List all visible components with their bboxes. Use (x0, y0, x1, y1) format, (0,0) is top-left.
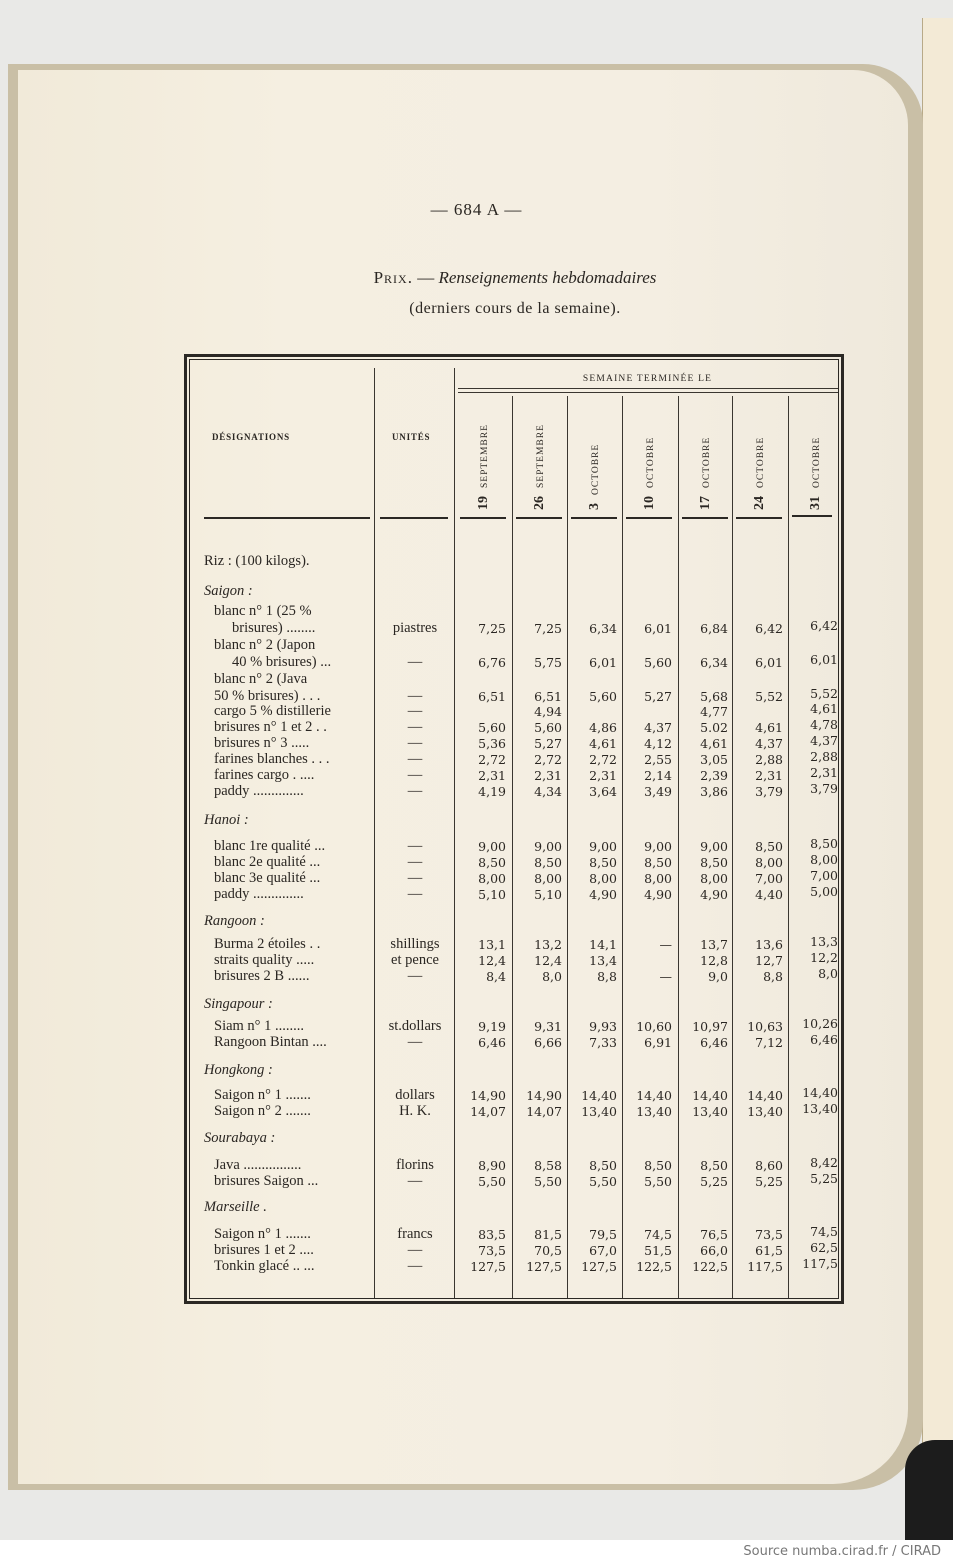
price-cell: 6,66 (534, 1035, 562, 1050)
date-month: OCTOBRE (811, 436, 822, 488)
price-cell: 8,90 (478, 1158, 506, 1173)
price-cell: 13,40 (802, 1101, 838, 1116)
price-cell: 61,5 (755, 1243, 783, 1258)
price-cell: 5,36 (478, 736, 506, 751)
price-cell: 127,5 (526, 1259, 562, 1274)
price-cell: 6,46 (810, 1032, 838, 1047)
price-cell: 8,00 (810, 852, 838, 867)
price-cell: 8,00 (589, 871, 617, 886)
unit-cell: H. K. (399, 1103, 431, 1119)
header-unites: UNITÉS (392, 432, 431, 442)
price-cell: 9,0 (708, 969, 728, 984)
price-cell: 4,78 (810, 717, 838, 732)
price-cell: 5,10 (534, 887, 562, 902)
price-cell: 9,00 (700, 839, 728, 854)
price-cell: 83,5 (478, 1227, 506, 1242)
date-header-2 (512, 400, 567, 510)
table-row (0, 968, 953, 985)
unit-cell: florins (396, 1157, 434, 1173)
date-month: OCTOBRE (755, 436, 766, 488)
price-cell: 5,25 (755, 1174, 783, 1189)
title-prefix: Prix. (373, 268, 413, 287)
price-cell: 8,50 (534, 855, 562, 870)
price-cell: 10,97 (692, 1019, 728, 1034)
price-cell: 6,34 (700, 655, 728, 670)
unit-cell: — (407, 886, 423, 902)
header-rule (458, 388, 838, 393)
price-cell: 74,5 (810, 1224, 838, 1239)
date-day: 26 (531, 496, 547, 510)
price-cell: 51,5 (644, 1243, 672, 1258)
price-cell: 14,90 (470, 1088, 506, 1103)
price-cell: 74,5 (644, 1227, 672, 1242)
designation-cell: blanc n° 2 (Java (214, 671, 308, 687)
price-cell: 8,58 (534, 1158, 562, 1173)
date-header-7 (788, 400, 843, 510)
price-cell: 2,31 (755, 768, 783, 783)
unit-cell: — (407, 688, 423, 704)
unit-cell: — (407, 854, 423, 870)
price-cell: 2,88 (810, 749, 838, 764)
price-cell: 9,93 (589, 1019, 617, 1034)
designation-cell: brisures 2 B ...... (214, 968, 310, 984)
price-cell: 8,50 (644, 1158, 672, 1173)
header-underline (626, 517, 672, 519)
table-row (0, 1034, 953, 1051)
unit-cell: — (407, 1242, 423, 1258)
designation-cell: Saigon n° 2 ....... (214, 1103, 311, 1119)
price-cell: 13,40 (636, 1104, 672, 1119)
price-cell: 13,2 (534, 937, 562, 952)
price-cell: 7,33 (589, 1035, 617, 1050)
section-heading-row (0, 553, 953, 570)
designation-cell: Marseille . (204, 1199, 267, 1215)
price-cell: 4,90 (700, 887, 728, 902)
price-cell: 5,60 (534, 720, 562, 735)
price-cell: 6,84 (700, 621, 728, 636)
price-cell: 2,72 (589, 752, 617, 767)
price-cell: 127,5 (581, 1259, 617, 1274)
price-cell: 117,5 (802, 1256, 838, 1271)
price-cell: 4,37 (810, 733, 838, 748)
designation-cell: paddy .............. (214, 783, 304, 799)
price-cell: 5,10 (478, 887, 506, 902)
price-cell: 8,0 (542, 969, 562, 984)
price-cell: 2,31 (534, 768, 562, 783)
price-cell: 14,07 (526, 1104, 562, 1119)
price-cell: 7,25 (534, 621, 562, 636)
price-cell: 7,00 (810, 868, 838, 883)
designation-cell: Riz : (100 kilogs). (204, 553, 310, 569)
table-row (0, 654, 953, 671)
price-cell: 8,50 (810, 836, 838, 851)
date-day: 24 (751, 496, 767, 510)
header-underline (460, 517, 506, 519)
header-underline (516, 517, 562, 519)
date-day: 3 (586, 503, 602, 510)
date-day: 19 (475, 496, 491, 510)
source-bar (0, 1540, 953, 1566)
designation-cell: Siam n° 1 ........ (214, 1018, 304, 1034)
unit-cell: et pence (391, 952, 439, 968)
price-cell: 66,0 (700, 1243, 728, 1258)
price-cell: 5,50 (644, 1174, 672, 1189)
price-cell: 5,50 (534, 1174, 562, 1189)
table-row (0, 620, 953, 637)
price-cell: 2,88 (755, 752, 783, 767)
date-day: 10 (641, 496, 657, 510)
price-cell: 4,61 (589, 736, 617, 751)
group-heading-row (0, 583, 953, 600)
price-cell: 4,37 (755, 736, 783, 751)
price-cell: 7,25 (478, 621, 506, 636)
table-row (0, 886, 953, 903)
designation-cell: brisures 1 et 2 .... (214, 1242, 314, 1258)
unit-cell: — (407, 1258, 423, 1274)
designation-cell: Saigon n° 1 ....... (214, 1226, 311, 1242)
price-cell: 4,34 (534, 784, 562, 799)
price-cell: 8,00 (478, 871, 506, 886)
price-cell: 70,5 (534, 1243, 562, 1258)
price-cell: 6,46 (478, 1035, 506, 1050)
price-cell: 79,5 (589, 1227, 617, 1242)
price-cell: 4,90 (589, 887, 617, 902)
unit-cell: — (407, 1173, 423, 1189)
price-cell: 2,39 (700, 768, 728, 783)
price-cell: 5,60 (644, 655, 672, 670)
price-cell: 6,76 (478, 655, 506, 670)
price-cell: 5,52 (810, 686, 838, 701)
date-day: 17 (697, 496, 713, 510)
price-cell: 14,40 (692, 1088, 728, 1103)
price-cell: 12,4 (478, 953, 506, 968)
unit-cell: piastres (392, 620, 438, 636)
price-cell: 2,14 (644, 768, 672, 783)
price-cell: 14,40 (747, 1088, 783, 1103)
designation-cell: Singapour : (204, 996, 273, 1012)
price-cell: 76,5 (700, 1227, 728, 1242)
price-cell: 4,37 (644, 720, 672, 735)
price-cell: 8,60 (755, 1158, 783, 1173)
designation-cell: Sourabaya : (204, 1130, 276, 1146)
page-subtitle: (derniers cours de la semaine). (409, 300, 621, 317)
unit-cell: — (407, 719, 423, 735)
header-underline (571, 517, 617, 519)
price-cell: 6,01 (755, 655, 783, 670)
designation-cell: brisures n° 1 et 2 . . (214, 719, 327, 735)
group-heading-row (0, 913, 953, 930)
price-cell: 9,19 (478, 1019, 506, 1034)
unit-cell: — (407, 870, 423, 886)
group-heading-row (0, 1062, 953, 1079)
price-cell: 14,40 (581, 1088, 617, 1103)
date-day: 31 (807, 496, 823, 510)
price-cell: 9,31 (534, 1019, 562, 1034)
price-cell: 6,01 (644, 621, 672, 636)
price-cell: 5,75 (534, 655, 562, 670)
price-cell: 7,12 (755, 1035, 783, 1050)
price-cell: 8,50 (700, 855, 728, 870)
price-cell: 5.02 (700, 720, 728, 735)
header-underline (204, 517, 370, 519)
price-cell: 4,61 (810, 701, 838, 716)
date-month: SEPTEMBRE (535, 424, 546, 488)
price-cell: 6,42 (810, 618, 838, 633)
price-cell: 5,68 (700, 689, 728, 704)
designation-cell: 40 % brisures) ... (232, 654, 332, 670)
designation-cell: brisures n° 3 ..... (214, 735, 310, 751)
price-cell: 4,61 (755, 720, 783, 735)
header-underline (380, 517, 448, 519)
table-row (0, 1258, 953, 1275)
designation-cell: Rangoon Bintan .... (214, 1034, 327, 1050)
group-heading-row (0, 1130, 953, 1147)
price-cell: 3,79 (755, 784, 783, 799)
price-cell: 73,5 (755, 1227, 783, 1242)
unit-cell: — (407, 767, 423, 783)
price-cell: 6,01 (810, 652, 838, 667)
price-cell: 8,00 (700, 871, 728, 886)
price-cell: 5,60 (589, 689, 617, 704)
price-cell: 8,00 (755, 855, 783, 870)
designation-cell: Rangoon : (204, 913, 265, 929)
designation-cell: blanc 1re qualité ... (214, 838, 326, 854)
date-month: OCTOBRE (701, 436, 712, 488)
price-cell: 2,72 (478, 752, 506, 767)
designation-cell: farines blanches . . . (214, 751, 330, 767)
unit-cell: st.dollars (388, 1018, 442, 1034)
table-row (0, 783, 953, 800)
price-cell: 5,60 (478, 720, 506, 735)
price-cell: — (659, 969, 672, 984)
price-cell: 5,27 (534, 736, 562, 751)
header-underline (736, 517, 782, 519)
price-cell: 12,8 (700, 953, 728, 968)
price-cell: 4,90 (644, 887, 672, 902)
price-cell: 9,00 (478, 839, 506, 854)
designation-cell: farines cargo . .... (214, 767, 315, 783)
price-cell: 9,00 (589, 839, 617, 854)
header-underline (682, 517, 728, 519)
price-cell: 6,34 (589, 621, 617, 636)
price-cell: 12,4 (534, 953, 562, 968)
designation-cell: brisures Saigon ... (214, 1173, 319, 1189)
date-header-4 (622, 400, 677, 510)
designation-cell: blanc n° 2 (Japon (214, 637, 316, 653)
price-cell: 10,60 (636, 1019, 672, 1034)
price-cell: 13,40 (692, 1104, 728, 1119)
header-underline (792, 515, 832, 517)
price-cell: 13,4 (589, 953, 617, 968)
price-cell: 14,40 (636, 1088, 672, 1103)
unit-cell: — (407, 1034, 423, 1050)
price-cell: 14,07 (470, 1104, 506, 1119)
unit-cell: — (407, 751, 423, 767)
price-cell: 13,7 (700, 937, 728, 952)
designation-cell: cargo 5 % distillerie (214, 703, 331, 719)
price-cell: 2,72 (534, 752, 562, 767)
price-cell: 13,1 (478, 937, 506, 952)
price-cell: 8,50 (700, 1158, 728, 1173)
price-cell: 9,00 (644, 839, 672, 854)
group-heading-row (0, 812, 953, 829)
date-month: SEPTEMBRE (479, 424, 490, 488)
price-cell: 5,00 (810, 884, 838, 899)
price-cell: 8,50 (644, 855, 672, 870)
group-heading-row (0, 996, 953, 1013)
price-cell: 5,50 (478, 1174, 506, 1189)
price-cell: 6,91 (644, 1035, 672, 1050)
price-cell: 73,5 (478, 1243, 506, 1258)
price-cell: 9,00 (534, 839, 562, 854)
page-title (0, 268, 953, 288)
price-cell: 4,94 (534, 704, 562, 719)
price-cell: 81,5 (534, 1227, 562, 1242)
price-cell: 14,1 (589, 937, 617, 952)
price-cell: 13,3 (810, 934, 838, 949)
price-cell: 3,86 (700, 784, 728, 799)
price-cell: 4,40 (755, 887, 783, 902)
price-cell: 2,31 (589, 768, 617, 783)
price-cell: 13,40 (747, 1104, 783, 1119)
date-month: OCTOBRE (645, 436, 656, 488)
header-week-ending: SEMAINE TERMINÉE LE (582, 374, 713, 384)
price-cell: 8,8 (763, 969, 783, 984)
title-italic: Renseignements hebdomadaires (438, 268, 657, 287)
table-row (0, 1173, 953, 1190)
designation-cell: Burma 2 étoiles . . (214, 936, 321, 952)
designation-cell: Java ................ (214, 1157, 302, 1173)
date-header-6 (732, 400, 787, 510)
designation-cell: blanc 2e qualité ... (214, 854, 321, 870)
unit-cell: francs (397, 1226, 433, 1242)
price-cell: 8,50 (755, 839, 783, 854)
price-cell: 4,12 (644, 736, 672, 751)
title-dash: — (412, 268, 439, 287)
unit-cell: — (407, 703, 423, 719)
price-cell: 3,64 (589, 784, 617, 799)
price-cell: 62,5 (810, 1240, 838, 1255)
group-heading-row (0, 1199, 953, 1216)
price-cell: 122,5 (636, 1259, 672, 1274)
price-cell: 4,77 (700, 704, 728, 719)
price-cell: 10,26 (802, 1016, 838, 1031)
designation-cell: Hanoi : (204, 812, 249, 828)
price-cell: 2,55 (644, 752, 672, 767)
price-cell: 13,40 (581, 1104, 617, 1119)
unit-cell: — (407, 735, 423, 751)
book-binding (905, 1440, 953, 1540)
price-cell: — (659, 937, 672, 952)
price-cell: 14,90 (526, 1088, 562, 1103)
designation-cell: Saigon n° 1 ....... (214, 1087, 311, 1103)
designation-cell: blanc 3e qualité ... (214, 870, 321, 886)
price-cell: 8,50 (589, 855, 617, 870)
page-number: — 684 A — (430, 200, 523, 219)
unit-cell: shillings (390, 936, 440, 952)
unit-cell: — (407, 968, 423, 984)
price-cell: 8,42 (810, 1155, 838, 1170)
price-cell: 3,49 (644, 784, 672, 799)
price-cell: 10,63 (747, 1019, 783, 1034)
price-cell: 122,5 (692, 1259, 728, 1274)
header-designations: DÉSIGNATIONS (212, 432, 290, 442)
designation-cell: blanc n° 1 (25 % (214, 603, 312, 619)
price-cell: 6,51 (534, 689, 562, 704)
price-cell: 4,19 (478, 784, 506, 799)
price-cell: 5,50 (589, 1174, 617, 1189)
price-cell: 5,52 (755, 689, 783, 704)
unit-cell: dollars (395, 1087, 435, 1103)
price-cell: 8,00 (644, 871, 672, 886)
price-cell: 117,5 (747, 1259, 783, 1274)
source-credit: Source numba.cirad.fr / CIRAD (743, 1544, 941, 1559)
price-cell: 6,01 (589, 655, 617, 670)
table-row (0, 1103, 953, 1120)
price-cell: 8,8 (597, 969, 617, 984)
price-cell: 13,6 (755, 937, 783, 952)
price-cell: 8,50 (478, 855, 506, 870)
date-header-5 (678, 400, 733, 510)
designation-cell: straits quality ..... (214, 952, 315, 968)
designation-cell: Hongkong : (204, 1062, 273, 1078)
price-cell: 4,86 (589, 720, 617, 735)
price-cell: 3,05 (700, 752, 728, 767)
price-cell: 6,51 (478, 689, 506, 704)
price-cell: 14,40 (802, 1085, 838, 1100)
price-cell: 8,00 (534, 871, 562, 886)
designation-cell: Tonkin glacé .. ... (214, 1258, 315, 1274)
price-cell: 5,25 (700, 1174, 728, 1189)
designation-cell: brisures) ........ (232, 620, 316, 636)
price-cell: 12,7 (755, 953, 783, 968)
designation-cell: Saigon : (204, 583, 253, 599)
date-header-3 (567, 400, 622, 510)
unit-cell: — (407, 838, 423, 854)
price-cell: 67,0 (589, 1243, 617, 1258)
unit-cell: — (407, 654, 423, 670)
designation-cell: paddy .............. (214, 886, 304, 902)
price-cell: 2,31 (810, 765, 838, 780)
price-cell: 127,5 (470, 1259, 506, 1274)
unit-cell: — (407, 783, 423, 799)
date-header-1 (456, 400, 511, 510)
designation-cell: 50 % brisures) . . . (214, 688, 321, 704)
price-cell: 3,79 (810, 781, 838, 796)
price-cell: 8,50 (589, 1158, 617, 1173)
date-month: OCTOBRE (590, 443, 601, 495)
price-cell: 5,27 (644, 689, 672, 704)
price-cell: 6,42 (755, 621, 783, 636)
price-cell: 6,46 (700, 1035, 728, 1050)
price-cell: 8,0 (818, 966, 838, 981)
price-cell: 7,00 (755, 871, 783, 886)
price-cell: 12,2 (810, 950, 838, 965)
price-cell: 5,25 (810, 1171, 838, 1186)
price-cell: 2,31 (478, 768, 506, 783)
price-cell: 8,4 (486, 969, 506, 984)
price-cell: 4,61 (700, 736, 728, 751)
